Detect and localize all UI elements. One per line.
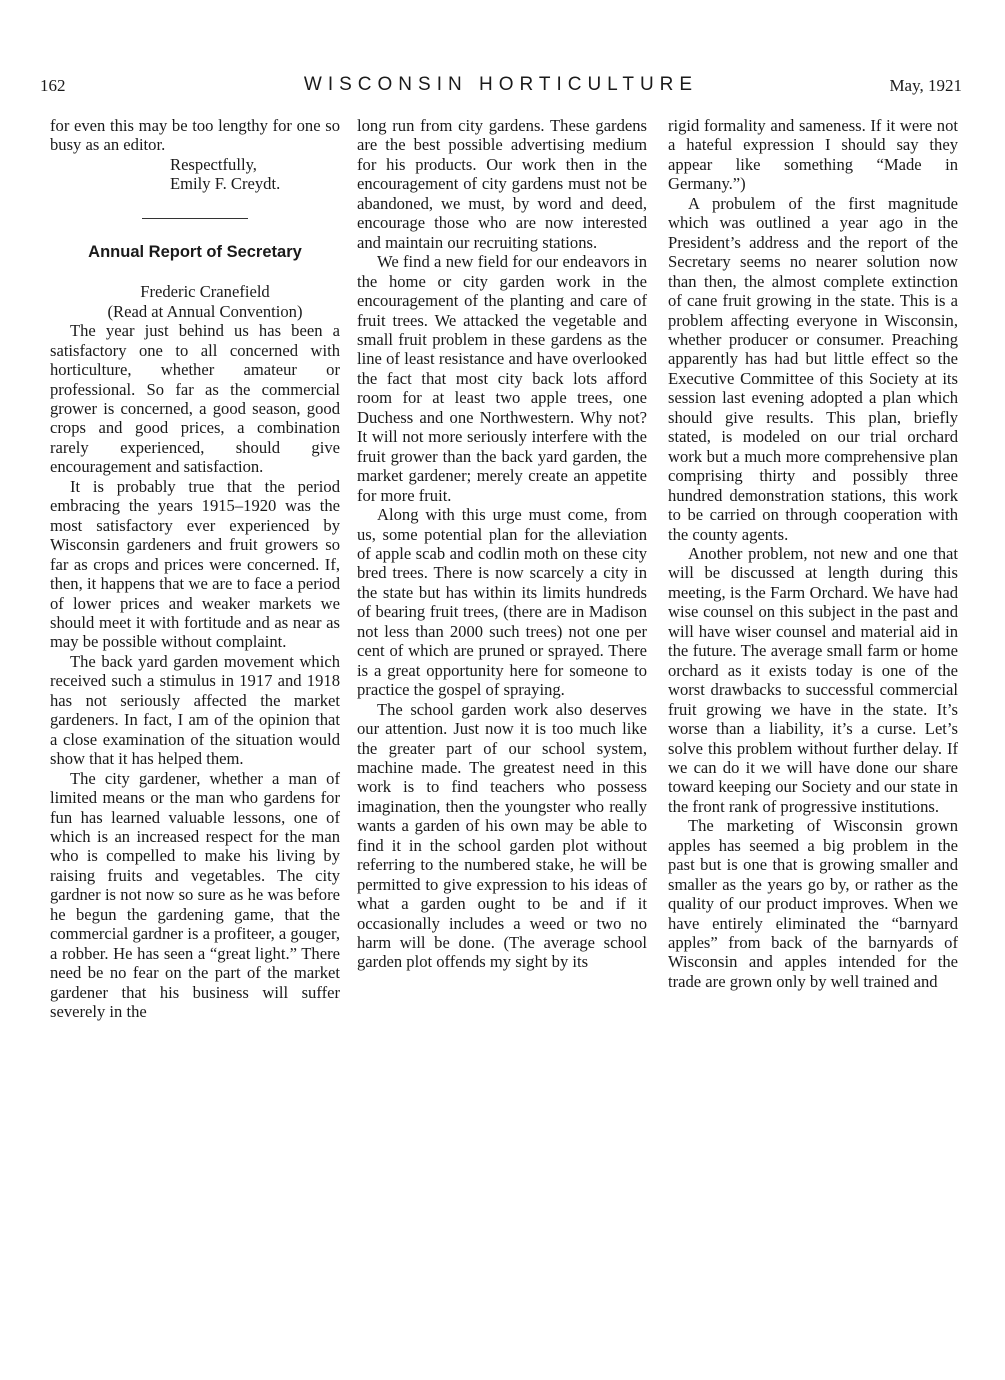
paragraph: The school garden work also deserves our attention. Just now it is too much like the greater part of our school system, machine made. The greatest need in this work is to find teachers who possess imagination, then the youngster who really wants a garden of his own may be able to find it in the school garden plot without referring to the numbered stake, he will be permitted to give expression to his ideas of what a garden ought to be and if it occasionally includes a weed or two no harm will be done. (The average school garden plot offends my sight by its: [357, 699, 647, 972]
running-header: [40, 74, 962, 100]
column-2: [357, 116, 647, 972]
column-3: [668, 116, 958, 991]
paragraph: The city gardener, whether a man of limited means or the man who gardens for fun has learned valuable lessons, one of which is an increased respect for the man who is compelled to make his living by raising fruits and vegetables. The city gardner is not now so sure as he was before he begun the gardening game, that the commercial gardner is a profiteer, a gouger, a robber. He has seen a “great light.” There need be no fear on the part of the market gardener that his business will suffer severely in the: [50, 768, 340, 1022]
letter-signature: Emily F. Creydt.: [170, 174, 281, 194]
paragraph: A probulem of the first magnitude which was outlined a year ago in the President’s address and the report of the Secretary seems no nearer solution now than then, the almost complete extinction of cane fruit growing in the state. This is a problem affecting everyone in Wisconsin, whether producer or consumer. Preaching apparently has had but little effect so the Executive Committee of this Society at its session last evening adopted a plan which should give results. This plan, briefly stated, is modeled on our trial orchard work but a much more comprehensive plan comprising thirty and possibly three hundred demonstration stations, this work to be carried on through cooperation with the county agents.: [668, 193, 958, 544]
paragraph: The marketing of Wisconsin grown apples has seemed a big problem in the past but is one that is growing smaller and smaller as the years go by, or rather as the quality of our product improves. When we have entirely eliminated the “barnyard apples” from back of the barnyards of Wisconsin and apples intended for the trade are grown only by well trained and: [668, 816, 958, 991]
letter-conclusion: for even this may be too lengthy for one so busy as an editor.: [50, 116, 340, 155]
column-1: [50, 116, 340, 1021]
paragraph: It is probably true that the period embracing the years 1915–1920 was the most satisfactory ever experienced by Wisconsin gardeners and fruit growers so far as crops and prices were concerned. If, then, it happens that we are to face a period of lower prices and weaker markets we should meet it with fortitude and as near as may be possible without complaint.: [50, 476, 340, 652]
article-heading: Annual Report of Secretary: [88, 242, 302, 261]
paragraph-continuation: rigid formality and sameness. If it were not a hateful expression I should say they appear like something “Made in Germany.”): [668, 116, 958, 194]
article-author: Frederic Cranefield: [140, 282, 270, 302]
paragraph: The back yard garden movement which received such a stimulus in 1917 and 1918 has not seriously affected the market gardeners. In fact, I am of the opinion that a close examination of the situation would show that it has helped them.: [50, 651, 340, 769]
paragraph-continuation: long run from city gardens. These gardens are the best possible advertising medium for his products. Our work then in the encouragement of city gardens must not be abandoned, we must, by word and deed, encourage those who are now interested and maintain our recruiting stations.: [357, 116, 647, 252]
issue-date: May, 1921: [889, 76, 962, 95]
page-number: 162: [40, 76, 66, 95]
paragraph: Along with this urge must come, from us, some potential plan for the alleviation of apple scab and codlin moth on these city bred trees. There is now scarcely a city in the state but has within its limits hundreds of bearing fruit trees, (there are in Madison not less than 2000 such trees) not one per cent of which are pruned or sprayed. There is a great opportunity here for someone to practice the gospel of spraying.: [357, 505, 647, 700]
paragraph: Another problem, not new and one that will be discussed at length during this meeting, is the Farm Orchard. We have had wise counsel on this subject in the past and will have wiser counsel and material aid in the future. The average small farm or home orchard as it exists today is one of the worst drawbacks to successful commercial fruit growing we have in the state. It’s worse than a liability, it’s a curse. Let’s solve this problem without further delay. If we can do it we will have done our share toward keeping our Society and our state in the front rank of progressive institutions.: [668, 543, 958, 816]
paragraph: The year just behind us has been a satisfactory one to all concerned with horticulture, whether amateur or professional. So far as the commercial grower is concerned, a good season, good crops and good prices, a combination rarely experienced, should give encouragement and satisfaction.: [50, 321, 340, 477]
paragraph: We find a new field for our endeavors in the home or city garden work in the encouragement of the planting and care of fruit trees. We attacked the vegetable and small fruit problem in these gardens as the line of least resistance and have overlooked the fact that most city back lots afford room for at least two apple trees, one Duchess and one Northwestern. Why not? It will not more seriously interfere with the fruit grower than the back yard garden, the market gardener; merely create an appetite for more fruit.: [357, 252, 647, 505]
article-read-note: (Read at Annual Convention): [107, 301, 303, 321]
letter-closing: Respectfully,: [170, 154, 257, 174]
section-divider: [142, 218, 248, 219]
journal-title: WISCONSIN HORTICULTURE: [303, 74, 699, 95]
